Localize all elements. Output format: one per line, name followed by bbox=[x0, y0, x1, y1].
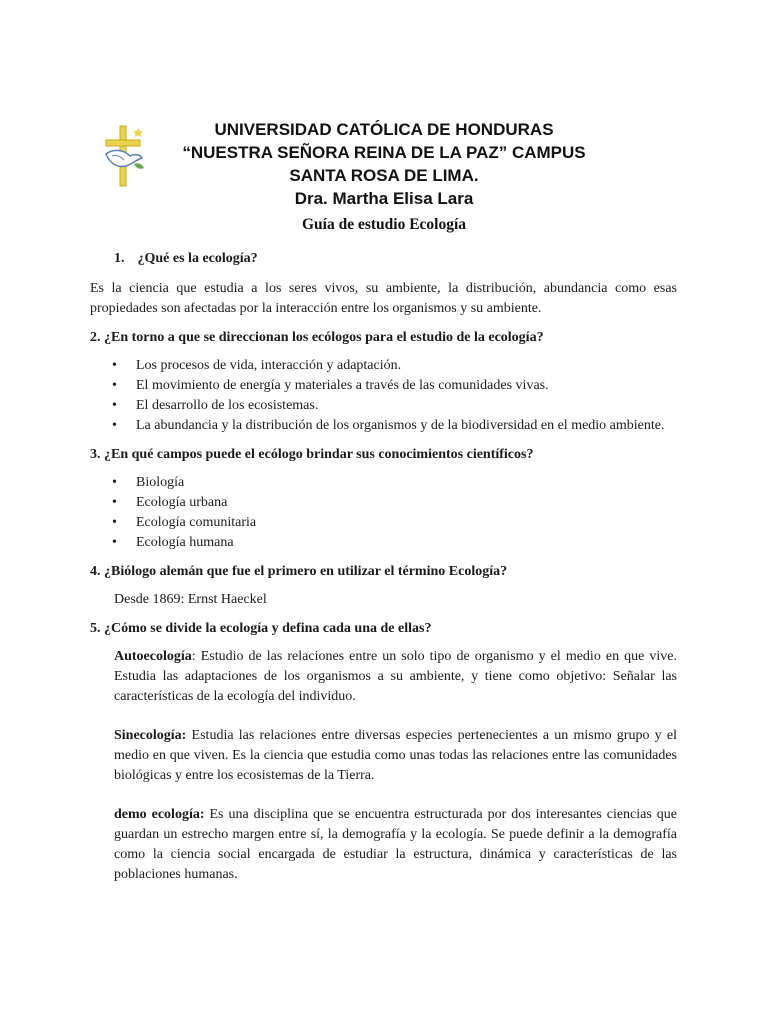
answer-3-list bbox=[90, 473, 677, 553]
definition-body: Estudia las relaciones entre diversas especies pertenecientes a un mismo grupo y el medio en que viven. Es la ciencia que estudia como unas todas las relaciones entre las comunidades biológicas y entre los ecosistemas de la Tierra. bbox=[114, 728, 677, 783]
list-item: • El desarrollo de los ecosistemas. bbox=[112, 396, 677, 416]
list-item: • Ecología urbana bbox=[112, 493, 677, 513]
list-item: • Ecología humana bbox=[112, 533, 677, 553]
definition-term: Autoecología bbox=[114, 649, 192, 664]
campus-name: “NUESTRA SEÑORA REINA DE LA PAZ” CAMPUS bbox=[182, 143, 586, 162]
answer-4: Desde 1869: Ernst Haeckel bbox=[114, 592, 267, 607]
definition-body: Es una disciplina que se encuentra estructurada por dos interesantes ciencias que guardan un estrecho margen entre sí, la demografía y la ecología. Se puede definir a la demografía como la ciencia social encargada de estudiar la estructura, dinámica y características de las poblaciones humanas. bbox=[114, 807, 677, 882]
list-item: • Los procesos de vida, interacción y adaptación. bbox=[112, 356, 677, 376]
answer-1: Es la ciencia que estudia a los seres vivos, su ambiente, la distribución, abundancia como esas propiedades son afectadas por la interacción entre los organismos y su ambiente. bbox=[90, 281, 677, 316]
list-item: • Ecología comunitaria bbox=[112, 513, 677, 533]
doctor-name: Dra. Martha Elisa Lara bbox=[294, 189, 474, 208]
definition-autoecologia bbox=[114, 647, 677, 707]
definition-body: Estudio de las relaciones entre un solo tipo de organismo y el medio en que vive. Estudia las adaptaciones de los organismos a su ambiente, y tiene como objetivo: Señalar las características de la ecología del individuo. bbox=[114, 649, 677, 704]
list-item: • Biología bbox=[112, 473, 677, 493]
question-number: 1. bbox=[114, 251, 125, 266]
university-name: UNIVERSIDAD CATÓLICA DE HONDURAS bbox=[214, 120, 554, 139]
definition-separator: : bbox=[191, 649, 196, 664]
question-3: 3. ¿En qué campos puede el ecólogo brindar sus conocimientos científicos? bbox=[90, 447, 534, 462]
university-header bbox=[150, 118, 618, 210]
list-item: • La abundancia y la distribución de los organismos y de la biodiversidad en el medio ambiente. bbox=[112, 416, 677, 436]
list-item: • El movimiento de energía y materiales a través de las comunidades vivas. bbox=[112, 376, 677, 396]
definition-term: Sinecología: bbox=[114, 728, 187, 743]
cross-dove-logo-icon bbox=[100, 124, 148, 188]
answer-2-list bbox=[90, 356, 677, 436]
document-body bbox=[90, 249, 677, 904]
question-4: 4. ¿Biólogo alemán que fue el primero en utilizar el término Ecología? bbox=[90, 564, 508, 579]
definition-demo-ecologia bbox=[114, 805, 677, 885]
document-title: Guía de estudio Ecología bbox=[301, 216, 467, 233]
question-text: ¿Qué es la ecología? bbox=[137, 251, 258, 266]
definition-sinecologia bbox=[114, 726, 677, 786]
question-2: 2. ¿En torno a que se direccionan los ecólogos para el estudio de la ecología? bbox=[90, 330, 544, 345]
definition-term: demo ecología: bbox=[114, 807, 205, 822]
campus-location: SANTA ROSA DE LIMA. bbox=[289, 166, 479, 185]
question-5: 5. ¿Cómo se divide la ecología y defina cada una de ellas? bbox=[90, 621, 432, 636]
question-1 bbox=[90, 249, 677, 269]
